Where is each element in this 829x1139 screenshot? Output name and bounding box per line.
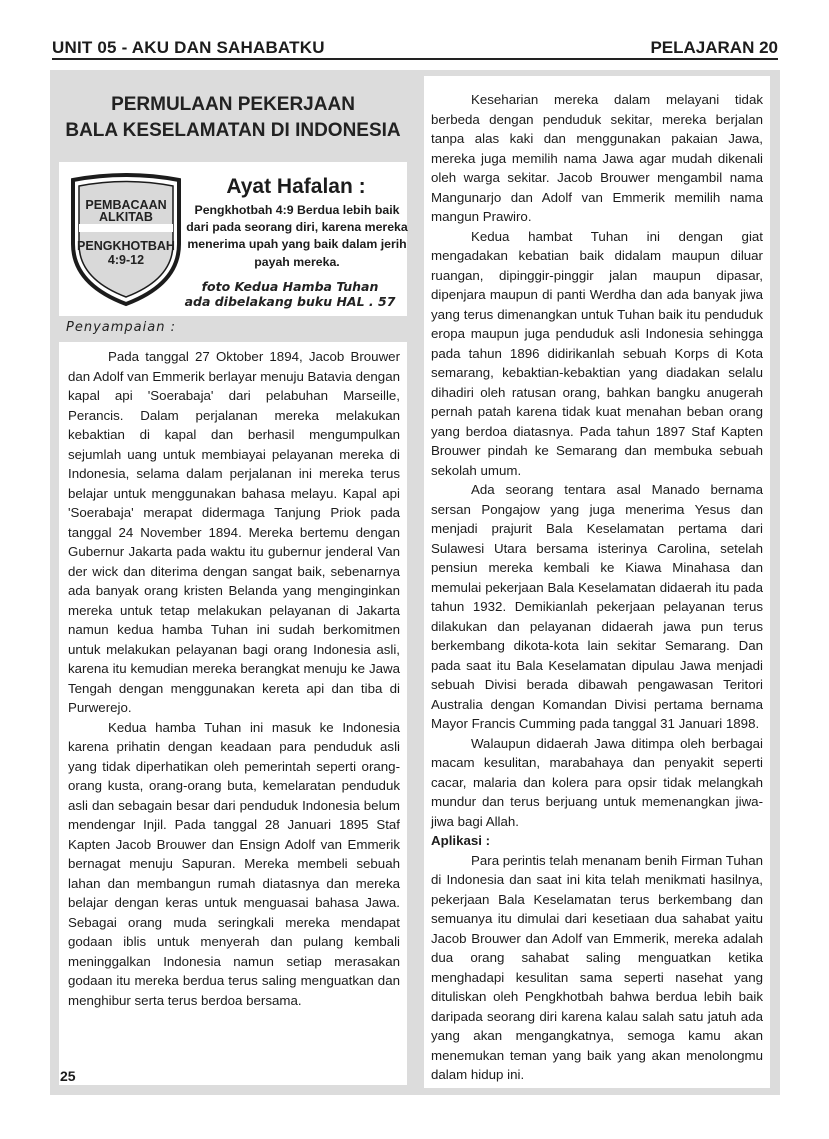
bible-reading-badge [69,172,183,308]
paragraph: Keseharian mereka dalam melayani tidak berbeda dengan penduduk sekitar, mereka berjalan tanpa alas kaki dan menggunakan pakaian Jawa, mereka juga memilih nama Jawa agar mudah dikenali oleh warga sekitar. Jacob Brouwer mengambil nama Mangunarjo dan Adolf van Emmerik memilih nama mangun Prawiro. [431,92,763,224]
badge-line-2: ALKITAB [99,210,153,224]
section-label: Penyampaian : [66,320,176,335]
paragraph: Kedua hamba Tuhan ini masuk ke Indonesia karena prihatin dengan keadaan para penduduk asli yang tidak diperhatikan oleh pemerintah seperti orang-orang kusta, orang-orang buta, kemelaratan penduduk asli dan sebagain besar dari penduduk Indonesia belum mendengar Injil. Pada tanggal 28 Januari 1895 Staf Kapten Jacob Brouwer dan Ensign Adolf van Emmerik bernagat menuju Sapuran. Mereka membeli sebuah lahan dan membangun rumah diatasnya dan mereka belajar dengan keras untuk menguasai bahasa Jawa. Sebagai orang muda seringkali mereka mendapat godaan iblis untuk menyerah dan pulang kembali meninggalkan Indonesia namun setiap merasakan godaan itu mereka berdua terus saling menguatkan dan menghibur serta terus berdoa bersama. [68,719,400,1008]
paragraph: Kedua hambat Tuhan ini dengan giat mengadakan kebatian baik didalam maupun diluar ruangan, dipinggir-pinggir jalan maupun dipasar, dipenjara maupun di panti Werdha dan ada banyak jiwa yang terus dimenangkan untuk Tuhan baik itu penduduk eropa maupun juga penduduk asli Indonesia sehingga pada tahun 1896 didirikanlah sebuah Korps di Kota semarang, kebaktian-kebaktian yang diadakan selalu dihadiri oleh ratusan orang, bahkan bangku anugerah pernah patah karena tidak kuat menahan beban orang yang berdoa diatasnya. Pada tahun 1897 Staf Kapten Brouwer pindah ke Semarang dan membuka sebuah sekolah umum. [431,228,763,478]
page-number: 25 [60,1068,76,1084]
paragraph: Ada seorang tentara asal Manado bernama sersan Pongajow yang juga menerima Yesus dan menjadi prajurit Bala Keselamatan pertama dari Sulawesi Utara bersama isterinya Carolina, setelah pensiun mereka kembali ke Kiawa Minahasa dan memulai pekerjaan Bala Keselamatan didaerah itu pada tahun 1932. Demikianlah pekerjaan pelayanan terus dilakukan dan pelayanan didaerah jawa pun terus berkembang dikota-kota lain sekitar Semarang. Dan pada saat itu Bala Keselamatan dipulau Jawa menjadi sebuah Divisi berada dibawah pengawasan Teritori Australia dengan Komandan Divisi pertama bernama Mayor Francis Cumming pada tanggal 31 Januari 1898. [431,482,763,731]
paragraph: Pada tanggal 27 Oktober 1894, Jacob Brouwer dan Adolf van Emmerik berlayar menuju Batavia dengan kapal api 'Soerabaja' dari pelabuhan Marseille, Perancis. Dalam perjalanan mereka melakukan kebaktian di kapal dan berhasil mengumpulkan sejumlah uang untuk membiayai pelayanan mereka di Indonesia, selama dalam perjalanan ini mereka terus belajar untuk menggunakan bahasa melayu. Kapal api 'Soerabaja' merapat didermaga Tanjung Priok pada tanggal 24 November 1894. Mereka bertemu dengan Gubernur Jakarta pada waktu itu gubernur jenderal Van der wick dan diterima dengan sangat baik, sebenarnya ada banyak orang kristen Belanda yang menginginkan mereka untuk tetap melakukan pelayanan di Jakarta namun kedua hamba Tuhan ini sudah berkomitmen untuk melakukan pelayanan bagi orang Indonesia asli, karena itu kemudian mereka berangkat menuju ke Jawa Tengah dengan menggunakan kereta api dan tiba di Purwerejo. [68,349,400,715]
photo-note-line-2: ada dibelakang buku HAL . 57 [184,294,396,309]
lesson-number: PELAJARAN 20 [650,38,778,57]
page-header [52,36,778,60]
title-line-2: BALA KESELAMATAN DI INDONESIA [65,120,401,141]
right-body-text [431,90,763,1085]
page-title [59,92,407,144]
memory-verse-title: Ayat Hafalan : [226,175,366,198]
left-body-text [68,347,400,1010]
application-label: Aplikasi : [431,833,491,848]
badge-line-1: PEMBACAAN [85,198,167,212]
application-text: Para perintis telah menanam benih Firman Tuhan di Indonesia dan saat ini kita telah menikmati hasilnya, pekerjaan Bala Keselamatan terus berkembang dan semuanya itu dimulai dari kesetiaan dua sahabat yaitu Jacob Brouwer dan Adolf van Emmerik, mereka adalah dua orang sahabat saling menguatkan ketika menghadapi kesulitan sama seperti nasehat yang dituliskan oleh Pengkhotbah bahwa berdua lebih baik daripada seorang diri karena kalau salah satu jatuh ada yang akan mengangkatnya, semoga kamu akan menemukan teman yang baik yang akan menolongmu dalam hidup ini. [431,852,763,1082]
unit-title: UNIT 05 - AKU DAN SAHABATKU [52,38,325,57]
memory-verse-text: Pengkhotbah 4:9 Berdua lebih baik dari pada seorang diri, karena mereka menerima upah yang baik dalam jerih payah mereka. [186,203,408,269]
badge-line-3: PENGKHOTBAH [77,239,175,253]
photo-note-line-1: foto Kedua Hamba Tuhan [201,279,379,294]
header-rule [52,58,778,60]
photo-note [172,279,408,309]
title-line-1: PERMULAAN PEKERJAAN [111,94,355,115]
paragraph: Walaupun didaerah Jawa ditimpa oleh berbagai macam kesulitan, marabahaya dan penyakit seperti cacar, malaria dan kolera para opsir tidak melangkah mundur dan terus berjuang untuk memenangkan jiwa-jiwa bagi Allah. [431,735,763,829]
badge-line-4: 4:9-12 [107,253,145,267]
